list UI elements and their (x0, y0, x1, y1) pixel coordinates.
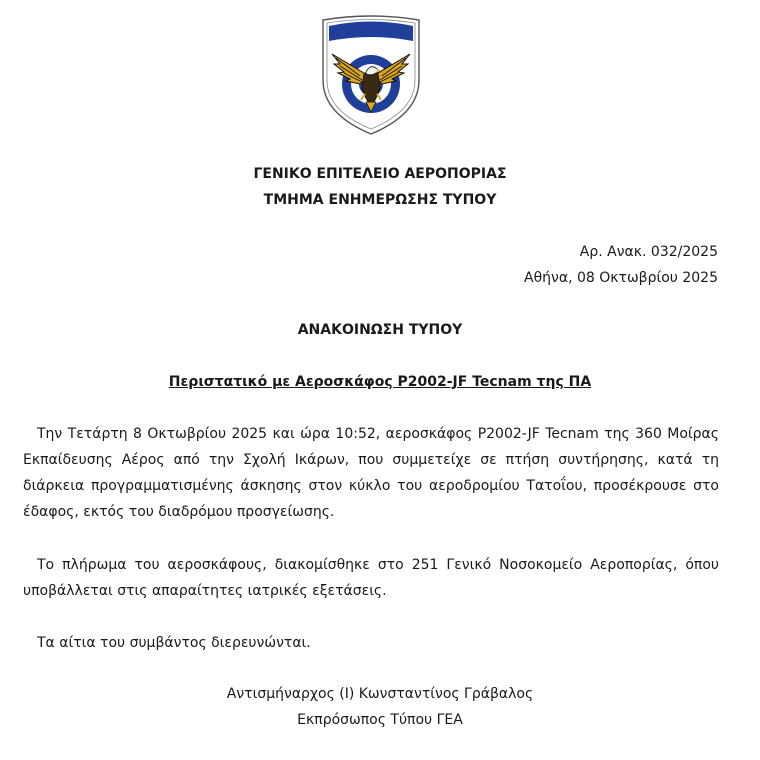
signatory-role: Εκπρόσωπος Τύπου ΓΕΑ (297, 712, 463, 728)
signatory-name: Αντισμήναρχος (Ι) Κωνσταντίνος Γράβαλος (226, 686, 534, 702)
document-title: ΑΝΑΚΟΙΝΩΣΗ ΤΥΠΟΥ (297, 322, 463, 338)
place-date: Αθήνα, 08 Οκτωβρίου 2025 (524, 270, 718, 286)
department-heading: ΤΜΗΜΑ ΕΝΗΜΕΡΩΣΗΣ ΤΥΠΟΥ (263, 192, 497, 208)
body-paragraph-3: Τα αίτια του συμβάντος διερευνώνται. (37, 635, 311, 651)
body-paragraph-1: Την Τετάρτη 8 Οκτωβρίου 2025 και ώρα 10:52, αεροσκάφος P2002-JF Tecnam της 360 Μοίρας Εκπαίδευσης Αέρος από την Σχολή Ικάρων, που συμμετείχε σε πτήση συντήρησης, κατά τη διάρκεια προγραμματισμένης άσκησης στον κύκλο του αεροδρομίου Τατοΐου, προσέκρουσε στο έδαφος, εκτός του διαδρόμου προσγείωσης. (23, 426, 719, 520)
emblem-motto: ΑΙΕΝ ΥΨΙΚΡΑΤΕΙΝ (320, 9, 380, 16)
body-paragraph-2: Το πλήρωμα του αεροσκάφους, διακομίσθηκε στο 251 Γενικό Νοσοκομείο Αεροπορίας, όπου υποβάλλεται στις απαραίτητες ιατρικές εξετάσεις. (23, 557, 719, 599)
organization-heading: ΓΕΝΙΚΟ ΕΠΙΤΕΛΕΙΟ ΑΕΡΟΠΟΡΙΑΣ (253, 166, 507, 182)
emblem-shield-icon (320, 9, 422, 136)
hellenic-air-force-emblem (320, 9, 422, 136)
document-subject: Περιστατικό με Αεροσκάφος P2002-JF Tecnam της ΠΑ (168, 374, 592, 390)
reference-number: Αρ. Ανακ. 032/2025 (579, 244, 718, 260)
